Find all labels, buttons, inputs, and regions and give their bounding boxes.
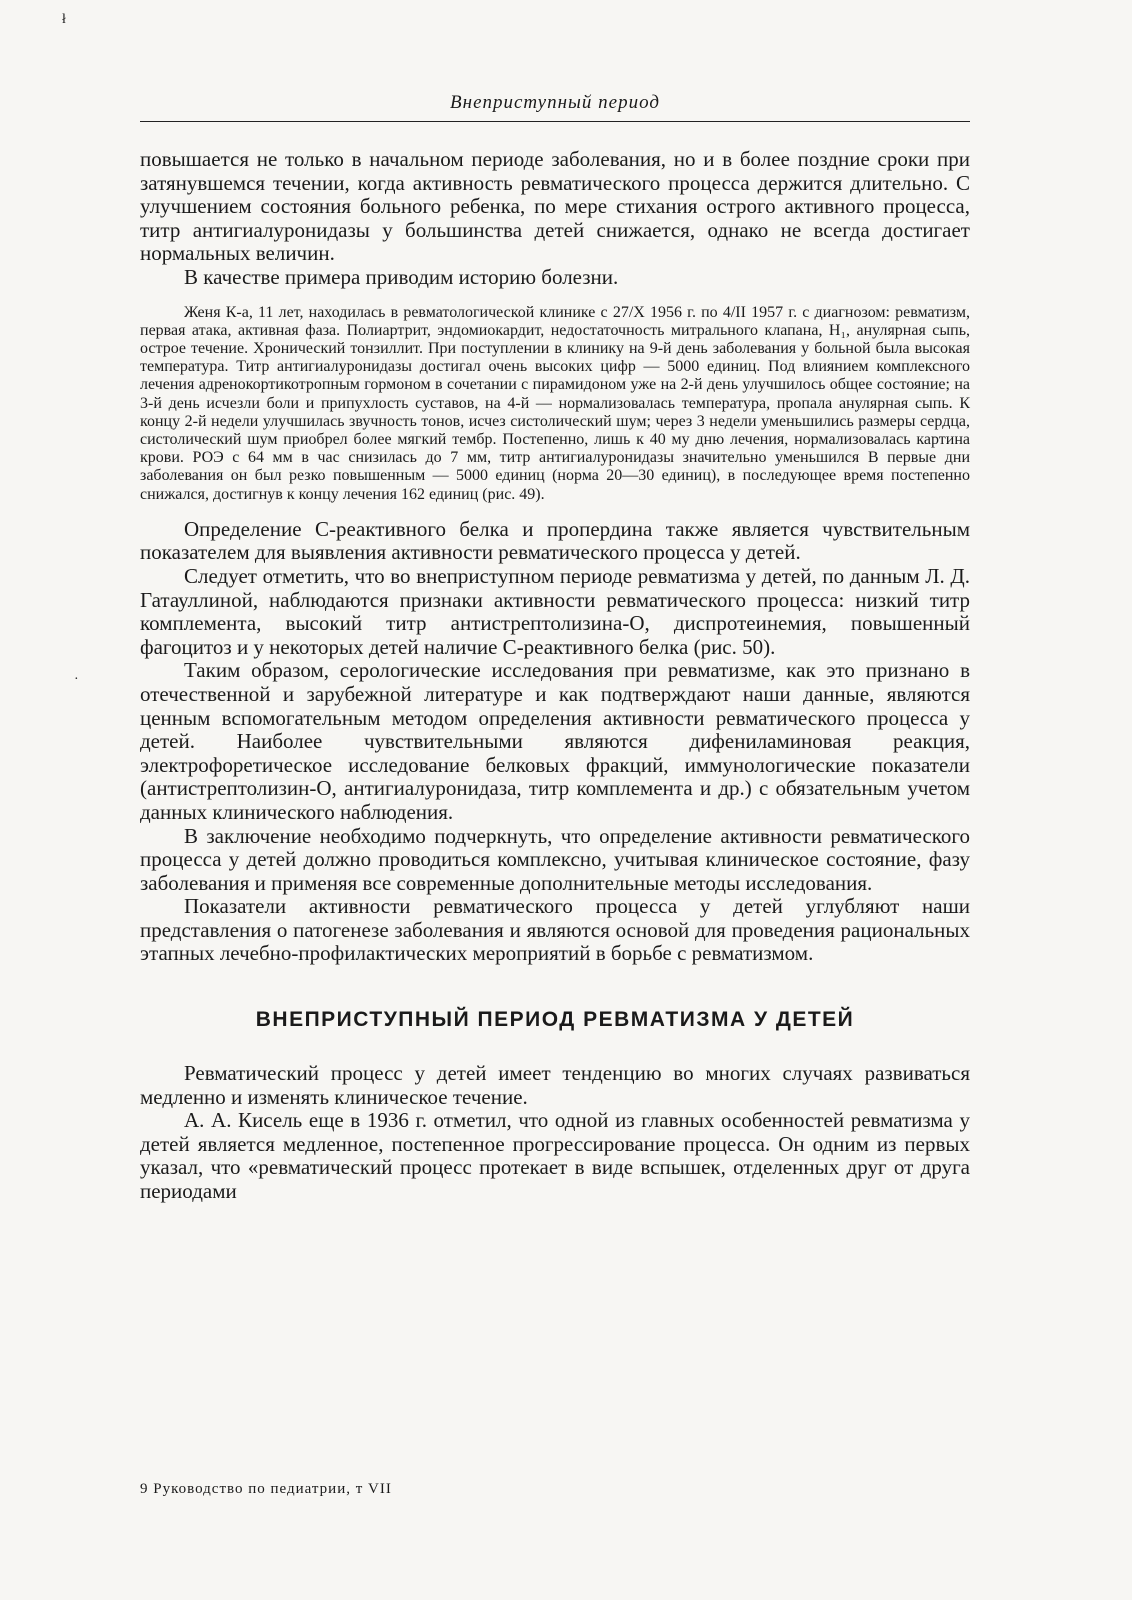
paragraph: Показатели активности ревматического процесса у детей углубляют наши представления о патогенезе заболевания и являются основой для проведения рациональных этапных лечебно-профилактических мероприятий в борьбе с ревматизмом. [140,894,970,966]
paragraph: Таким образом, серологические исследования при ревматизме, как это признано в отечественной и зарубежной литературе и как подтверждают наши данные, являются ценным вспомогательным методом определения активности ревматического процесса у детей. Наиболее чувствительными являются дифениламиновая реакция, электрофоретическое исследование белковых фракций, иммунологические показатели (антистрептолизин-О, антигиалуронидаза, титр комплемента и др.) с обязательным учетом данных клинического наблюдения. [140,658,970,824]
paragraph: Определение С-реактивного белка и пропердина также является чувствительным показателем для выявления активности ревматического процесса у детей. [140,516,970,565]
paragraph: повышается не только в начальном периоде заболевания, но и в более поздние сроки при затянувшемся течении, когда активность ревматического процесса держится длительно. С улучшением состояния больного ребенка, по мере стихания острого активного процесса, титр антигиалуронидазы у большинства детей снижается, однако не всегда достигает нормальных величин. [140,147,970,266]
paragraph: А. А. Кисель еще в 1936 г. отметил, что одной из главных особенностей ревматизма у детей является медленное, постепенное прогрессирование процесса. Он одним из первых указал, что «ревматический процесс протекает в виде вспышек, отделенных друг от друга периодами [140,1108,970,1204]
running-head: Внеприступный период [450,92,660,113]
margin-mark-left: · [74,672,79,687]
paragraph: Ревматический процесс у детей имеет тенденцию во многих случаях развиваться медленно и изменять клиническое течение. [140,1061,970,1109]
page-footer: 9 Руководство по педиатрии, т VII [140,1481,392,1497]
section-heading: ВНЕПРИСТУПНЫЙ ПЕРИОД РЕВМАТИЗМА У ДЕТЕЙ [255,1008,855,1032]
margin-mark-top: ł [62,12,66,27]
paragraph: В заключение необходимо подчеркнуть, что определение активности ревматического процесса у детей должно проводиться комплексно, учитывая клиническое состояние, фазу заболевания и применяя все современные дополнительные методы исследования. [140,823,970,895]
paragraph: Следует отметить, что во внеприступном периоде ревматизма у детей, по данным Л. Д. Гатауллиной, наблюдаются признаки активности ревматического процесса: низкий титр комплемента, высокий титр антистрептолизина-О, диспротеинемия, повышенный фагоцитоз и у некоторых детей наличие С-реактивного белка (рис. 50). [140,563,970,659]
case-history: Женя К-а, 11 лет, находилась в ревматологической клинике с 27/X 1956 г. по 4/II 1957 г. с диагнозом: ревматизм, первая атака, активная фаза. Полиартрит, эндомиокардит, недостаточность митрального клапана, H₁, анулярная сыпь, острое течение. Хронический тонзиллит. При поступлении в клинику на 9-й день заболевания у больной была высокая температура. Титр антигиалуронидазы достигал очень высоких цифр — 5000 единиц. Под влиянием комплексного лечения адренокортикотропным гормоном в сочетании с пирамидоном уже на 2-й день улучшилось общее состояние; на 3-й день исчезли боли и припухлость суставов, на 4-й — нормализовалась температура, пропала анулярная сыпь. К концу 2-й недели улучшилась звучность тонов, исчез систолический шум; через 3 недели уменьшились размеры сердца, систолический шум приобрел более мягкий тембр. Постепенно, лишь к 40 му дню лечения, нормализовалась картина крови. РОЭ с 64 мм в час снизилась до 7 мм, титр антигиалуронидазы значительно уменьшился В первые дни заболевания он был резко повышенным — 5000 единиц (норма 20—30 единиц), в последующее время постепенно снижался, достигнув к концу лечения 162 единиц (рис. 49). [140,303,970,503]
header-rule [140,121,970,122]
paragraph: В качестве примера приводим историю болезни. [184,264,619,289]
body-text [140,148,970,1204]
